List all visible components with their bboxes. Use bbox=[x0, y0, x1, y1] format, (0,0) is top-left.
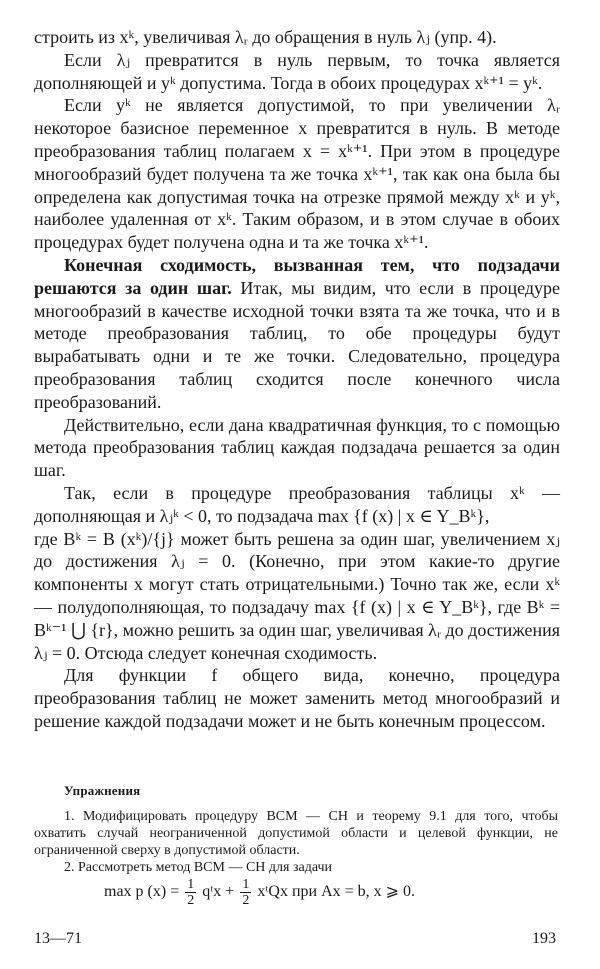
paragraph-5: Действительно, если дана квадратичная функция, то с помощью метода преобразования таблиц каждая подзадача решается за один шаг. bbox=[34, 414, 560, 481]
exercises-heading: Упражнения bbox=[64, 783, 141, 798]
formula-term-1: qᵗx + bbox=[202, 883, 235, 901]
paragraph-4-rest: Итак, мы видим, что если в процедуре многообразий в качестве исходной точки взята та же точка, что и в методе преобразования таблиц, то обе процедуры будут вырабатывать одни и те же точки. Следовательно, процедура преобразования таблиц сходится после конечного числа преобразований. bbox=[34, 277, 560, 412]
formula-fraction-2 bbox=[240, 877, 251, 908]
paragraph-6a: Так, если в процедуре преобразования таблицы xᵏ — дополняющая и λⱼᵏ < 0, то подзадача max {f (x) | x ∈ Y_Bᵏ}, bbox=[34, 482, 560, 526]
formula-lhs: max p (x) = bbox=[104, 883, 180, 901]
paragraph-4 bbox=[34, 254, 560, 414]
exercise-2: 2. Рассмотреть метод ВСМ — СН для задачи bbox=[64, 860, 333, 875]
paragraph-2: Если λⱼ превратится в нуль первым, то точка является дополняющей и yᵏ допустима. Тогда в обоих процедурах xᵏ⁺¹ = yᵏ. bbox=[34, 49, 560, 93]
paragraph-3: Если yᵏ не является допустимой, то при увеличении λᵣ некоторое базисное переменное x превратится в нуль. В методе преобразования таблиц полагаем x = xᵏ⁺¹. При этом в процедуре многообразий будет получена та же точка xᵏ⁺¹, так как она была бы определена как допустимая точка на отрезке прямой между xᵏ и yᵏ, наиболее удаленная от xᵏ. Таким образом, и в этом случае в обоих процедурах будет получена одна и та же точка xᵏ⁺¹. bbox=[34, 95, 560, 253]
main-text bbox=[34, 26, 560, 733]
exercises-list bbox=[34, 808, 558, 876]
fraction-2-denominator: 2 bbox=[242, 893, 250, 908]
paragraph-4-bold-lead: Конечная сходимость, вызванная тем, что подзадачи решаются за один шаг. bbox=[34, 254, 560, 298]
fraction-1-denominator: 2 bbox=[187, 893, 195, 908]
paragraph-1: строить из xᵏ, увеличивая λᵣ до обращения в нуль λⱼ (упр. 4). bbox=[34, 27, 497, 47]
printer-signature: 13—71 bbox=[34, 930, 82, 947]
paragraph-6b: где Bᵏ = B (xᵏ)/{j} может быть решена за один шаг, увеличением xⱼ до достижения λⱼ = 0. (Конечно, при этом какие-то другие компоненты x могут стать отрицательными.) Точно так же, если xᵏ — полудополняющая, то подзадачу max {f (x) | x ∈ Y_Bᵏ}, где Bᵏ = Bᵏ⁻¹ ⋃ {r}, можно решить за один шаг, увеличивая λᵣ до достижения λⱼ = 0. Отсюда следует конечная сходимость. bbox=[34, 528, 560, 663]
exercise-formula bbox=[104, 877, 415, 908]
formula-fraction-1 bbox=[185, 877, 196, 908]
fraction-1-numerator: 1 bbox=[187, 877, 195, 892]
formula-term-2: xᵗQx при Ax = b, x ⩾ 0. bbox=[257, 883, 416, 901]
exercise-1: 1. Модифицировать процедуру ВСМ — СН и теорему 9.1 для того, чтобы охватить случай неограниченной допустимой области и целевой функции, не ограниченной сверху в допустимой области. bbox=[34, 809, 558, 858]
paragraph-7: Для функции f общего вида, конечно, процедура преобразования таблиц не может заменить метод многообразий и решение каждой подзадачи может и не быть конечным процессом. bbox=[34, 665, 560, 731]
page-number: 193 bbox=[532, 930, 556, 947]
fraction-2-numerator: 1 bbox=[242, 877, 250, 892]
